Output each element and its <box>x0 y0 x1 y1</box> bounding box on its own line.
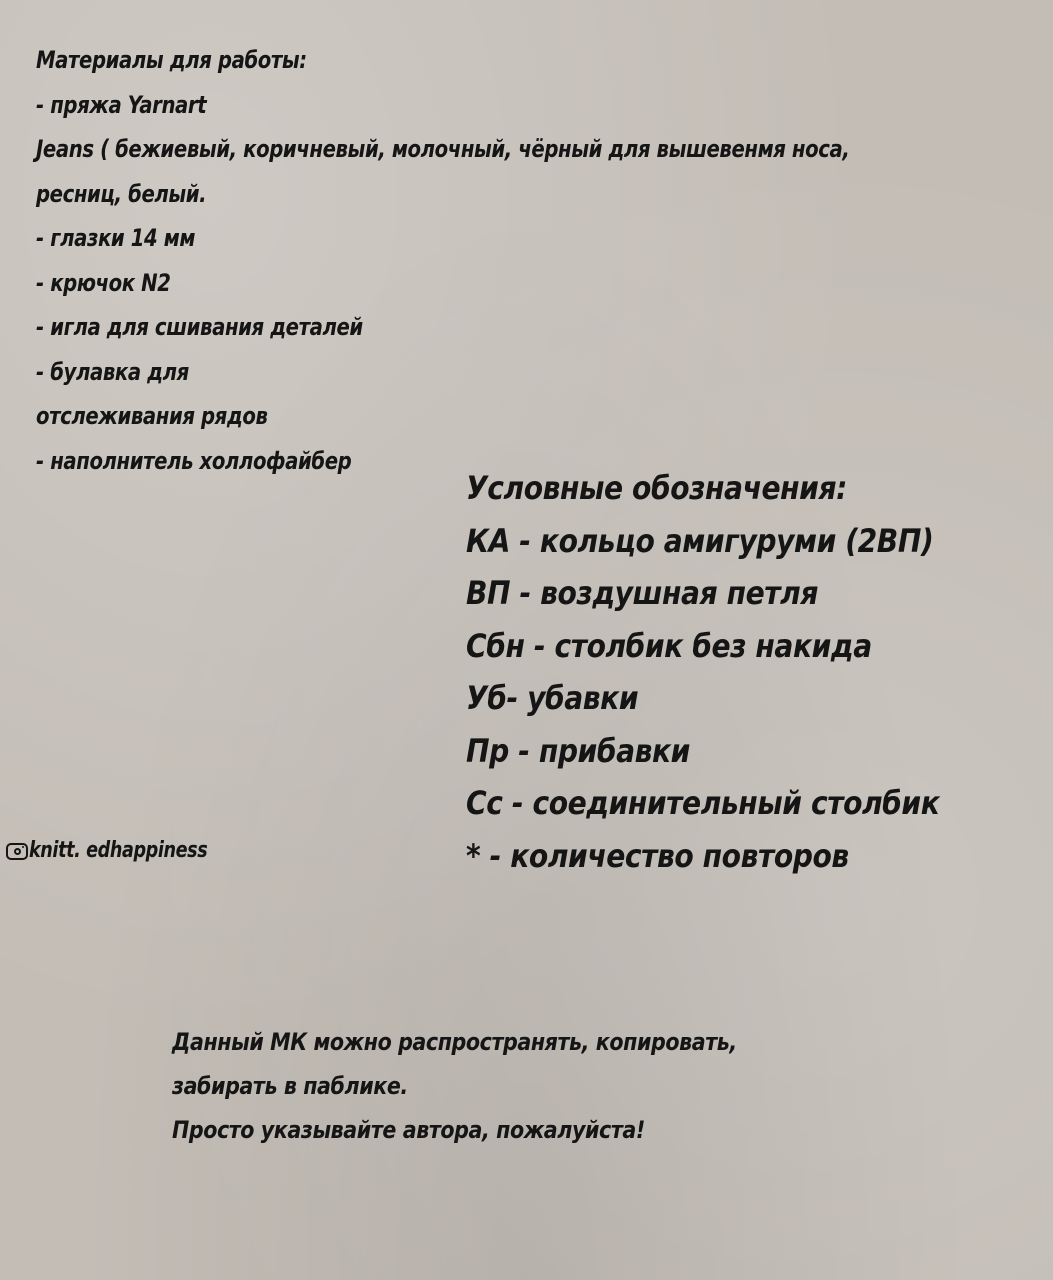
legend-item: * - количество повторов <box>466 836 849 875</box>
legend-item: ВП - воздушная петля <box>466 574 818 612</box>
legend-item: Пр - прибавки <box>466 731 690 770</box>
legend-item: Сбн - столбик без накида <box>466 626 872 665</box>
author-handle-text: knitt. edhappiness <box>29 838 208 863</box>
materials-item: - игла для сшивания деталей <box>36 313 363 341</box>
author-handle <box>6 836 252 866</box>
legend-item: Сс - соединительный столбик <box>466 784 940 822</box>
materials-item: - пряжа Yarnart <box>36 90 207 119</box>
legend-title: Условные обозначения: <box>466 469 847 507</box>
legend-section <box>466 462 1026 882</box>
legend-item: Уб- убавки <box>466 679 639 717</box>
materials-item: - булавка для <box>36 357 189 386</box>
materials-item: ресниц, белый. <box>36 179 207 208</box>
materials-item: - наполнитель холлофайбер <box>36 446 352 475</box>
footer-note-line: забирать в паблике. <box>172 1072 408 1100</box>
materials-item: - глазки 14 мм <box>36 224 196 252</box>
footer-note <box>172 1020 1032 1152</box>
legend-item: КА - кольцо амигуруми (2ВП) <box>466 521 934 560</box>
footer-note-line: Просто указывайте автора, пожалуйста! <box>172 1116 645 1144</box>
materials-section <box>36 38 996 483</box>
footer-note-line: Данный МК можно распространять, копировать, <box>172 1028 737 1056</box>
instagram-icon <box>6 843 28 860</box>
materials-item: - крючок N2 <box>36 268 171 297</box>
materials-title: Материалы для работы: <box>36 46 307 74</box>
materials-item: отслеживания рядов <box>36 402 268 430</box>
materials-item: Jeans ( бежиевый, коричневый, молочный, чёрный для вышевенмя носа, <box>36 135 850 163</box>
